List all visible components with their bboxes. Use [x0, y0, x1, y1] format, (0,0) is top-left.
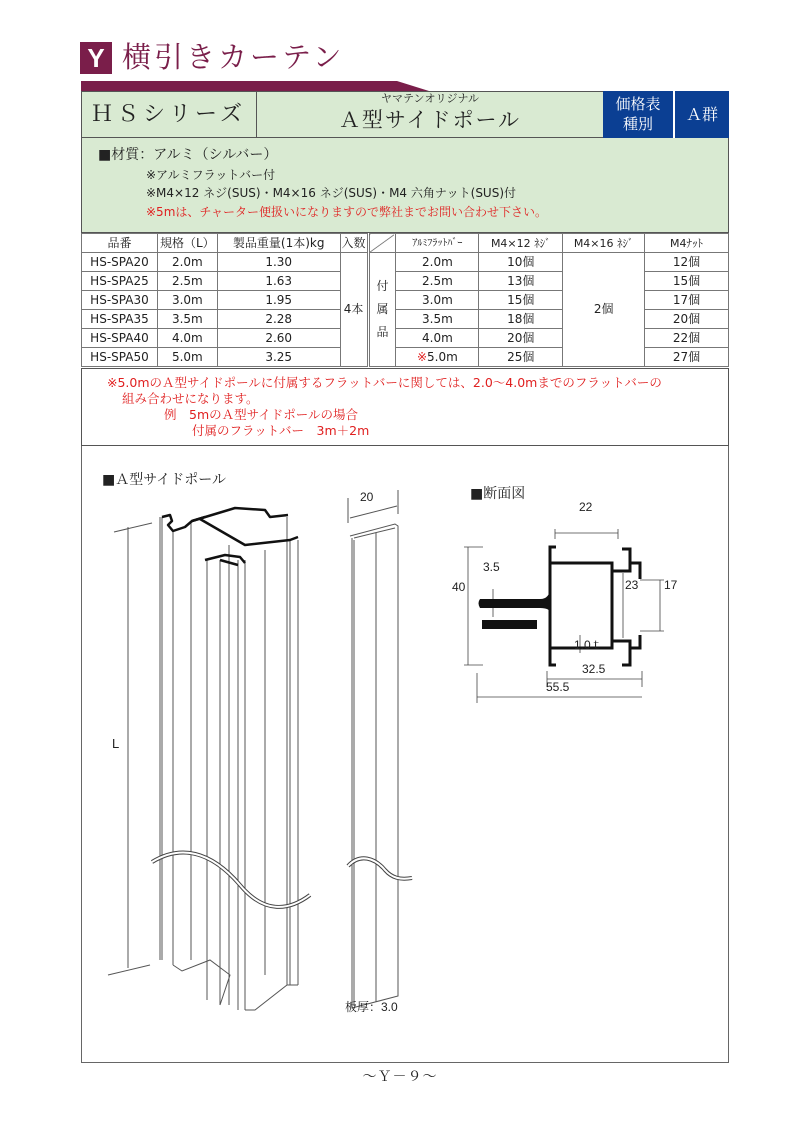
accessory-label	[368, 253, 396, 367]
series-name: ＨＳシリーズ	[81, 91, 257, 138]
material-line-screws: ※M4×12 ネジ(SUS)・M4×16 ネジ(SUS)・M4 六角ナット(SUS)付	[146, 186, 517, 200]
note-line-2: 組み合わせになります。	[122, 391, 259, 406]
thickness-label: 板厚：3.0	[345, 1000, 398, 1014]
accessory-label-char: 属	[376, 302, 389, 316]
table-row	[82, 253, 729, 272]
material-title: ■材質：アルミ（シルバー）	[98, 147, 278, 163]
note-line-1: ※5.0mのＡ型サイドポールに付属するフラットバーに関しては、2.0～4.0mまでのフラットバーの	[107, 375, 662, 390]
dim-total-width: 55.5	[546, 680, 570, 694]
material-line-flatbar: ※アルミフラットバー付	[146, 168, 276, 182]
cell-nut: 17個	[645, 291, 729, 310]
price-type-line2: 種別	[622, 115, 653, 133]
diagonal-header-cell	[368, 234, 396, 253]
length-label: L	[112, 736, 120, 751]
cell-code: HS-SPA50	[82, 348, 158, 367]
cell-flatbar	[396, 329, 479, 348]
cell-nut: 22個	[645, 329, 729, 348]
cell-code: HS-SPA35	[82, 310, 158, 329]
flatbar-length: 5.0m	[427, 349, 458, 364]
dim-wall: 1.0ｔ	[574, 638, 603, 652]
col-header-weight: 製品重量(1本)kg	[217, 234, 340, 253]
col-header-nut: M4ﾅｯﾄ	[645, 234, 729, 253]
header-band	[81, 81, 729, 91]
cell-screw12: 25個	[479, 348, 563, 367]
cell-weight: 1.30	[217, 253, 340, 272]
material-warning: ※5mは、チャーター便扱いになりますので弊社までお問い合わせ下さい。	[146, 205, 548, 219]
cell-nut: 15個	[645, 272, 729, 291]
pole-drawing-label: ■Ａ型サイドポール	[102, 472, 226, 488]
section-drawing-label: ■断面図	[470, 486, 526, 502]
price-type-line1: 価格表	[615, 95, 661, 113]
col-header-screw16: M4×16 ﾈｼﾞ	[563, 234, 645, 253]
cell-length: 2.5m	[157, 272, 217, 291]
cell-code: HS-SPA40	[82, 329, 158, 348]
cell-nut: 27個	[645, 348, 729, 367]
flatbar-length: 4.0m	[422, 330, 453, 345]
cell-flatbar	[396, 272, 479, 291]
cell-screw12: 20個	[479, 329, 563, 348]
dim-inner: 23	[625, 578, 639, 592]
flatbar-drawing	[340, 488, 420, 1013]
product-name: Ａ型サイドポール	[338, 108, 522, 132]
cell-weight: 1.95	[217, 291, 340, 310]
cell-length: 3.0m	[157, 291, 217, 310]
flatbar-length: 3.0m	[422, 292, 453, 307]
flatbar-note-mark: ※	[416, 349, 428, 364]
flatbar-length: 3.5m	[422, 311, 453, 326]
dim-top-width: 22	[579, 500, 593, 514]
col-header-flatbar: ｱﾙﾐﾌﾗｯﾄﾊﾞｰ	[396, 234, 479, 253]
dim-opening: 17	[664, 578, 678, 592]
cell-flatbar	[396, 348, 479, 367]
dim-height: 40	[452, 580, 466, 594]
cell-nut: 12個	[645, 253, 729, 272]
cross-section-drawing	[450, 505, 700, 705]
cell-length: 3.5m	[157, 310, 217, 329]
price-type-label	[603, 91, 675, 138]
cell-screw12: 18個	[479, 310, 563, 329]
col-header-length: 規格（L）	[157, 234, 217, 253]
dim-slot: 3.5	[483, 560, 500, 574]
cell-flatbar	[396, 291, 479, 310]
col-header-code: 品番	[82, 234, 158, 253]
cell-weight: 1.63	[217, 272, 340, 291]
cell-length: 4.0m	[157, 329, 217, 348]
page-number: ～Ｙ－９～	[362, 1069, 438, 1085]
cell-screw12: 15個	[479, 291, 563, 310]
col-header-qty: 入数	[340, 234, 368, 253]
cell-length: 2.0m	[157, 253, 217, 272]
cell-nut: 20個	[645, 310, 729, 329]
note-example: 例 5mのＡ型サイドポールの場合	[164, 407, 359, 422]
flatbar-length: 2.5m	[422, 273, 453, 288]
table-header-row	[82, 234, 729, 253]
note-example-detail: 付属のフラットバー 3m＋2m	[192, 423, 370, 438]
accessory-label-char: 付	[376, 279, 389, 293]
cell-flatbar	[396, 310, 479, 329]
flatbar-length: 2.0m	[422, 254, 453, 269]
cell-length: 5.0m	[157, 348, 217, 367]
accessory-label-char: 品	[376, 325, 389, 339]
side-pole-drawing	[100, 505, 330, 1025]
price-group: Ａ群	[675, 91, 729, 138]
cell-screw12: 13個	[479, 272, 563, 291]
cell-code: HS-SPA25	[82, 272, 158, 291]
cell-screw12: 10個	[479, 253, 563, 272]
cell-flatbar	[396, 253, 479, 272]
cell-code: HS-SPA30	[82, 291, 158, 310]
cell-qty: 4本	[340, 253, 368, 367]
col-header-screw12: M4×12 ﾈｼﾞ	[479, 234, 563, 253]
cell-weight: 3.25	[217, 348, 340, 367]
cell-screw16: 2個	[563, 253, 645, 367]
dim-body-width: 32.5	[582, 662, 606, 676]
product-ruby: ヤマテンオリジナル	[381, 92, 479, 105]
cell-weight: 2.28	[217, 310, 340, 329]
spec-table	[81, 233, 729, 367]
cell-code: HS-SPA20	[82, 253, 158, 272]
cell-weight: 2.60	[217, 329, 340, 348]
page-title: 横引きカーテン	[122, 40, 345, 74]
flatbar-width-dim: 20	[360, 490, 374, 504]
section-badge: Y	[80, 42, 112, 74]
